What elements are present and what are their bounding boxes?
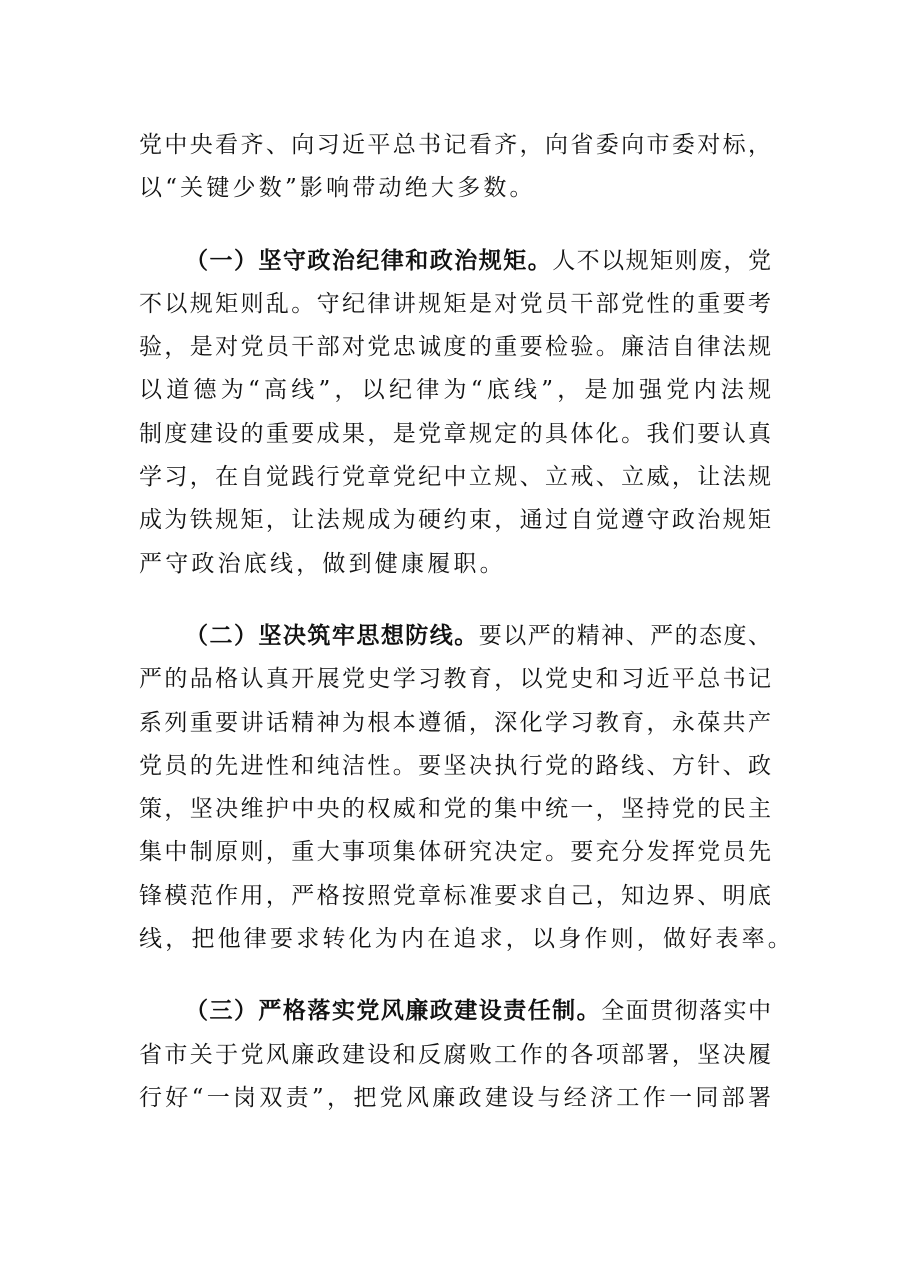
section-text: 全面贯彻落实中 — [601, 998, 773, 1025]
text-line: 学习，在自觉践行党章党纪中立规、立戒、立威，让法规 — [139, 464, 774, 491]
section-text: 人不以规矩则废，党 — [552, 247, 773, 274]
text-line: 严的品格认真开展党史学习教育，以党史和习近平总书记 — [139, 666, 774, 693]
text-line: 党员的先进性和纯洁性。要坚决执行党的路线、方针、政 — [139, 752, 774, 779]
text-line: 严守政治底线，做到健康履职。 — [139, 550, 506, 577]
text-line-first — [139, 615, 771, 658]
section-heading: （一）坚守政治纪律和政治规矩。 — [185, 247, 553, 274]
text-line: 以“关键少数”影响带动绝大多数。 — [139, 175, 536, 202]
text-line: 验，是对党员干部对党忠诚度的重要检验。廉洁自律法规 — [139, 334, 774, 361]
text-line: 党中央看齐、向习近平总书记看齐，向省委向市委对标， — [139, 132, 774, 158]
paragraph-section-1 — [139, 240, 776, 586]
text-line: 制度建设的重要成果，是党章规定的具体化。我们要认真 — [139, 420, 774, 447]
text-line: 线，把他律要求转化为内在追求，以身作则，做好表率。 — [139, 926, 794, 953]
text-line-first — [139, 240, 771, 283]
text-line: 行好“一岗双责”，把党风廉政建设与经济工作一同部署 — [139, 1084, 775, 1111]
text-line: 不以规矩则乱。守纪律讲规矩是对党员干部党性的重要考 — [139, 290, 774, 317]
text-line: 省市关于党风廉政建设和反腐败工作的各项部署，坚决履 — [139, 1041, 774, 1068]
text-line-first — [139, 990, 771, 1033]
text-line: 系列重要讲话精神为根本遵循，深化学习教育，永葆共产 — [139, 709, 774, 736]
section-heading: （三）严格落实党风廉政建设责任制。 — [185, 998, 602, 1025]
paragraph-section-2 — [139, 615, 794, 961]
document-body — [139, 124, 794, 1120]
text-line: 成为铁规矩，让法规成为硬约束，通过自觉遵守政治规矩 — [139, 507, 774, 534]
text-line: 策，坚决维护中央的权威和党的集中统一，坚持党的民主 — [139, 796, 774, 823]
text-line: 集中制原则，重大事项集体研究决定。要充分发挥党员先 — [139, 839, 774, 866]
paragraph-section-3 — [139, 990, 775, 1120]
text-line: 锋模范作用，严格按照党章标准要求自己，知边界、明底 — [139, 882, 774, 909]
section-heading: （二）坚决筑牢思想防线。 — [185, 622, 479, 649]
section-text: 要以严的精神、严的态度、 — [478, 622, 773, 649]
paragraph-continuation — [139, 124, 774, 211]
text-line: 以道德为“高线”，以纪律为“底线”，是加强党内法规 — [139, 377, 776, 404]
